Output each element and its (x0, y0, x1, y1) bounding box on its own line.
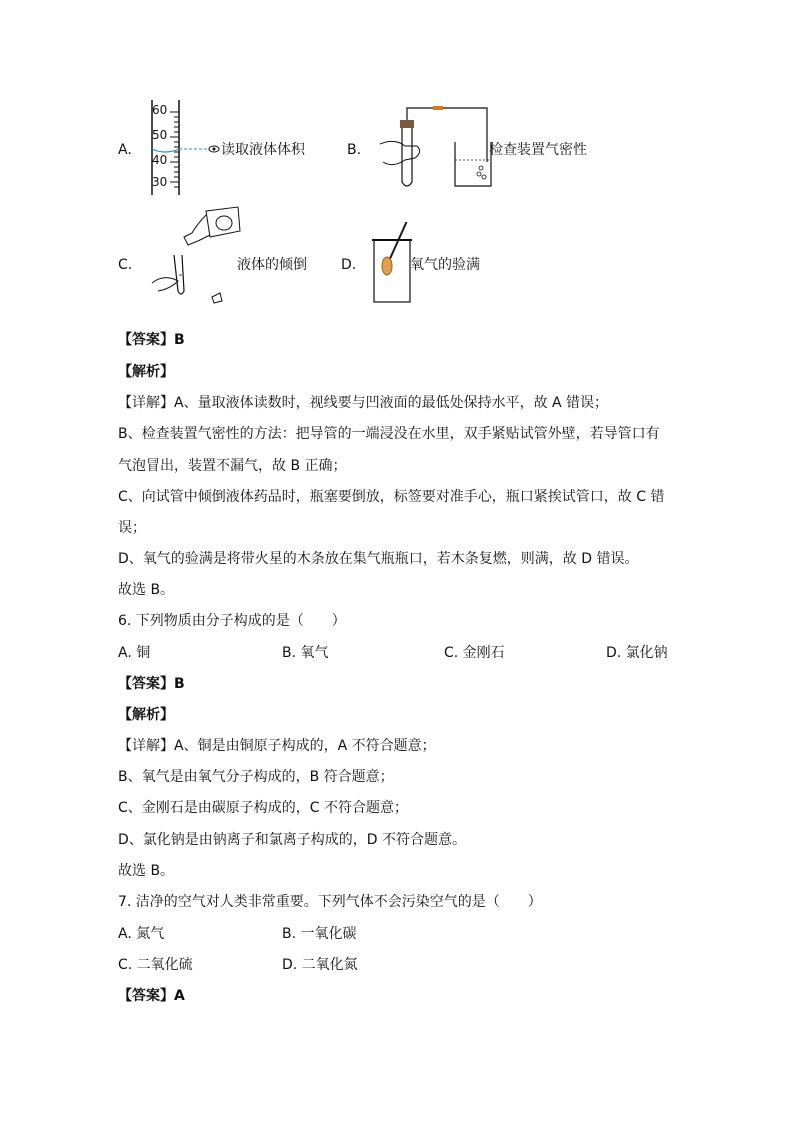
option-c-letter: C. (118, 257, 133, 273)
option-d-caption: 氧气的验满 (410, 257, 480, 273)
q5-line-7: 故选 B。 (118, 582, 175, 598)
option-a-caption: 读取液体体积 (221, 142, 305, 158)
q6-option-d: D. 氯化钠 (606, 645, 668, 661)
q5-line-5: 误； (118, 520, 146, 536)
q5-line-2: B、检查装置气密性的方法：把导管的一端浸没在水里，双手紧贴试管外壁，若导管口有 (118, 426, 660, 442)
q6-line-1: 【详解】A、铜是由铜原子构成的，A 不符合题意； (118, 738, 436, 754)
q6-line-4: D、氯化钠是由钠离子和氯离子构成的，D 不符合题意。 (118, 832, 467, 848)
q6-answer: 【答案】B (118, 676, 185, 692)
tick-label-50: 50 (152, 128, 168, 142)
option-b-letter: B. (347, 142, 362, 158)
q7-option-c: C. 二氧化硫 (118, 957, 193, 973)
option-b-caption: 检查装置气密性 (489, 142, 587, 158)
tick-label-30: 30 (152, 175, 168, 189)
q7-answer: 【答案】A (118, 988, 185, 1004)
option-c-caption: 液体的倾倒 (237, 257, 307, 273)
q6-option-b: B. 氧气 (282, 645, 329, 661)
q6-line-3: C、金刚石是由碳原子构成的，C 不符合题意； (118, 800, 408, 816)
q7-option-d: D. 二氧化氮 (282, 957, 358, 973)
tick-label-40: 40 (152, 153, 168, 167)
q6-line-5: 故选 B。 (118, 863, 175, 879)
q7-question: 7. 洁净的空气对人类非常重要。下列气体不会污染空气的是（ ） (118, 894, 542, 910)
option-d-letter: D. (341, 257, 357, 273)
q7-option-a: A. 氮气 (118, 926, 165, 942)
q6-question: 6. 下列物质由分子构成的是（ ） (118, 613, 346, 629)
q5-line-4: C、向试管中倾倒液体药品时，瓶塞要倒放，标签要对准手心，瓶口紧挨试管口，故 C 错 (118, 489, 665, 505)
q5-analysis-heading: 【解析】 (118, 364, 174, 380)
q5-line-1: 【详解】A、量取液体读数时，视线要与凹液面的最低处保持水平，故 A 错误； (118, 395, 609, 411)
q6-option-c: C. 金刚石 (444, 645, 505, 661)
q5-line-6: D、氧气的验满是将带火星的木条放在集气瓶瓶口，若木条复燃，则满，故 D 错误。 (118, 551, 639, 567)
q5-line-3: 气泡冒出，装置不漏气，故 B 正确； (118, 458, 347, 474)
liquid-pouring-figure (148, 205, 243, 310)
q6-analysis-heading: 【解析】 (118, 707, 174, 723)
tick-label-60: 60 (152, 103, 168, 117)
airtightness-apparatus-figure (375, 102, 495, 192)
option-a-letter: A. (118, 142, 132, 158)
q6-line-2: B、氧气是由氧气分子构成的，B 符合题意； (118, 769, 394, 785)
q7-option-b: B. 一氧化碳 (282, 926, 357, 942)
q5-answer: 【答案】B (118, 332, 185, 348)
q6-option-a: A. 铜 (118, 645, 151, 661)
